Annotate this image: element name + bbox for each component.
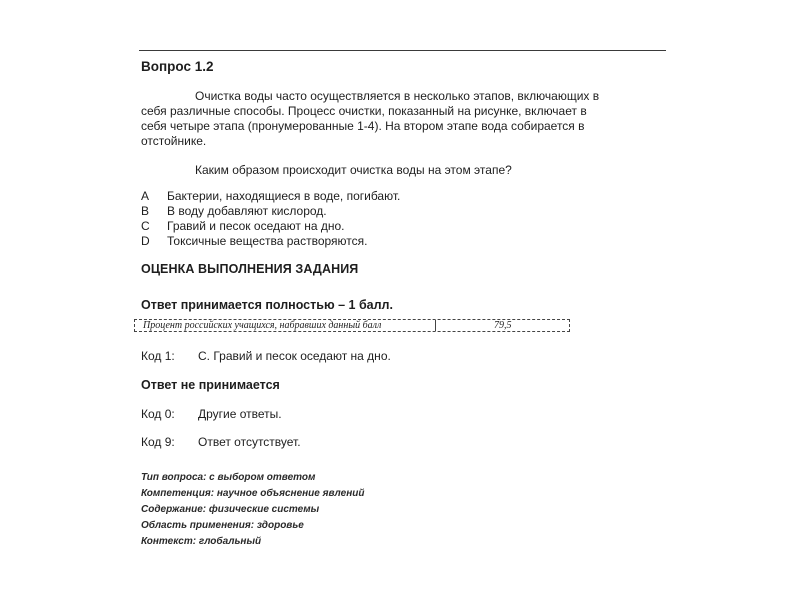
- code-0-row: [141, 407, 282, 421]
- code-9-row: [141, 435, 301, 449]
- intro-line-3: себя четыре этапа (пронумерованные 1-4). На втором этапе вода собирается в: [141, 119, 585, 133]
- option-letter: C: [141, 219, 150, 233]
- code-text: Ответ отсутствует.: [198, 435, 301, 449]
- answer-option-b: [141, 204, 327, 219]
- score-table: [134, 319, 570, 332]
- meta-content: Содержание: физические системы: [141, 504, 320, 515]
- intro-line-4: отстойнике.: [141, 134, 207, 148]
- meta-application-area: Область применения: здоровье: [141, 520, 304, 531]
- option-text: Токсичные вещества растворяются.: [167, 234, 368, 248]
- score-table-value: 79,5: [494, 320, 512, 331]
- answer-option-c: [141, 219, 345, 234]
- intro-line-2: себя различные способы. Процесс очистки, показанный на рисунке, включает в: [141, 104, 587, 118]
- option-letter: B: [141, 204, 150, 218]
- meta-competency: Компетенция: научное объяснение явлений: [141, 488, 365, 499]
- question-title: Вопрос 1.2: [141, 59, 214, 74]
- score-table-label: Процент российских учащихся, набравших данный балл: [135, 320, 436, 331]
- option-text: Гравий и песок оседают на дно.: [167, 219, 345, 233]
- intro-line-1: Очистка воды часто осуществляется в несколько этапов, включающих в: [195, 89, 600, 103]
- option-text: В воду добавляют кислород.: [167, 204, 327, 218]
- code-label: Код 0:: [141, 407, 175, 421]
- full-credit-heading: Ответ принимается полностью – 1 балл.: [141, 298, 393, 312]
- code-label: Код 9:: [141, 435, 175, 449]
- code-text: Другие ответы.: [198, 407, 282, 421]
- option-text: Бактерии, находящиеся в воде, погибают.: [167, 189, 401, 203]
- top-rule: [139, 50, 666, 51]
- code-label: Код 1:: [141, 349, 175, 363]
- option-letter: D: [141, 234, 150, 248]
- question-prompt: Каким образом происходит очистка воды на этом этапе?: [195, 163, 512, 177]
- meta-context: Контекст: глобальный: [141, 536, 262, 547]
- code-1-row: [141, 349, 391, 363]
- meta-question-type: Тип вопроса: с выбором ответом: [141, 472, 316, 483]
- no-credit-heading: Ответ не принимается: [141, 378, 280, 392]
- option-letter: A: [141, 189, 150, 203]
- answer-option-d: [141, 234, 367, 249]
- assessment-heading: ОЦЕНКА ВЫПОЛНЕНИЯ ЗАДАНИЯ: [141, 262, 359, 276]
- answer-option-a: [141, 189, 400, 204]
- code-text: C. Гравий и песок оседают на дно.: [198, 349, 391, 363]
